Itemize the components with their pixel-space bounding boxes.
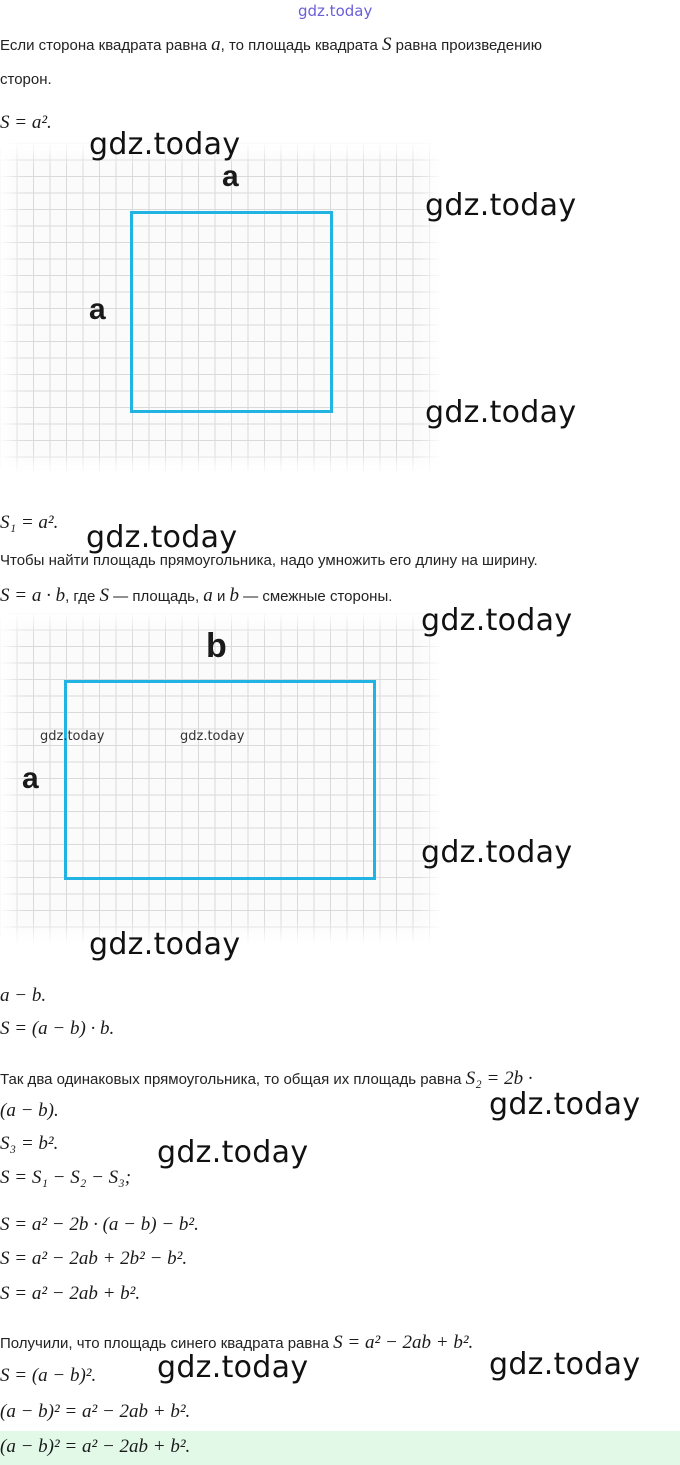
square-left-label: a	[89, 293, 106, 326]
and-text: и	[212, 588, 230, 605]
watermark: gdz.today	[421, 835, 573, 870]
two-rect-text: Так два одинаковых прямоугольника, то общая их площадь равна	[0, 1071, 466, 1088]
intro-text-3: равна произведению	[391, 37, 543, 54]
watermark: gdz.today	[157, 1350, 309, 1385]
var-a: a	[211, 34, 221, 55]
var-S: S	[382, 34, 392, 55]
line-exp-1: S = a² − 2b · (a − b) − b².	[0, 1214, 199, 1235]
rect-area-formula-line	[0, 585, 392, 607]
watermark-small: gdz.today	[180, 729, 245, 744]
watermark: gdz.today	[86, 520, 238, 555]
line-s-ab: S = (a − b) · b.	[0, 1018, 115, 1039]
line-s-square: S = (a − b)².	[0, 1365, 97, 1386]
where-text: , где	[65, 588, 100, 605]
var-a: a	[203, 585, 213, 606]
line-s-sum: S = S₁ − S₂ − S₃;	[0, 1167, 132, 1188]
two-rect-formula: S₂ = 2b ·	[465, 1068, 533, 1089]
dash-text: — площадь,	[108, 588, 204, 605]
final-identity: (a − b)² = a² − 2ab + b².	[0, 1436, 191, 1457]
watermark: gdz.today	[89, 927, 241, 962]
var-b: b	[229, 585, 240, 606]
formula-rect-area: S = a · b	[0, 585, 66, 606]
square-shape	[130, 211, 333, 413]
watermark: gdz.today	[421, 603, 573, 638]
watermark: gdz.today	[489, 1347, 641, 1382]
line-a-minus-b: a − b.	[0, 985, 47, 1006]
result-formula: S = a² − 2ab + b².	[333, 1332, 474, 1353]
intro-line-1	[0, 34, 542, 56]
intro-line-2: сторон.	[0, 71, 52, 88]
intro-text-1: Если сторона квадрата равна	[0, 37, 212, 54]
line-identity: (a − b)² = a² − 2ab + b².	[0, 1401, 191, 1422]
watermark: gdz.today	[157, 1135, 309, 1170]
watermark: gdz.today	[489, 1087, 641, 1122]
line-exp-3: S = a² − 2ab + b².	[0, 1283, 141, 1304]
watermark: gdz.today	[425, 395, 577, 430]
rectangle-left-label: a	[22, 762, 39, 795]
line-exp-2: S = a² − 2ab + 2b² − b².	[0, 1248, 188, 1269]
top-watermark: gdz.today	[298, 2, 373, 20]
square-top-label: a	[222, 160, 239, 193]
line-s3: S₃ = b².	[0, 1133, 59, 1154]
formula-square-area: S = a².	[0, 112, 52, 133]
rectangle-shape	[64, 680, 376, 880]
watermark: gdz.today	[89, 127, 241, 162]
watermark-small: gdz.today	[40, 729, 105, 744]
two-rect-formula-cont: (a − b).	[0, 1100, 59, 1121]
tail-text: — смежные стороны.	[239, 588, 393, 605]
two-rect-line	[0, 1068, 533, 1090]
formula-s1: S₁ = a².	[0, 512, 59, 533]
watermark: gdz.today	[425, 188, 577, 223]
rectangle-top-label: b	[206, 627, 227, 665]
rect-area-sentence: Чтобы найти площадь прямоугольника, надо умножить его длину на ширину.	[0, 552, 538, 569]
var-S: S	[99, 585, 109, 606]
result-text: Получили, что площадь синего квадрата равна	[0, 1335, 334, 1352]
intro-text-2: , то площадь квадрата	[220, 37, 383, 54]
